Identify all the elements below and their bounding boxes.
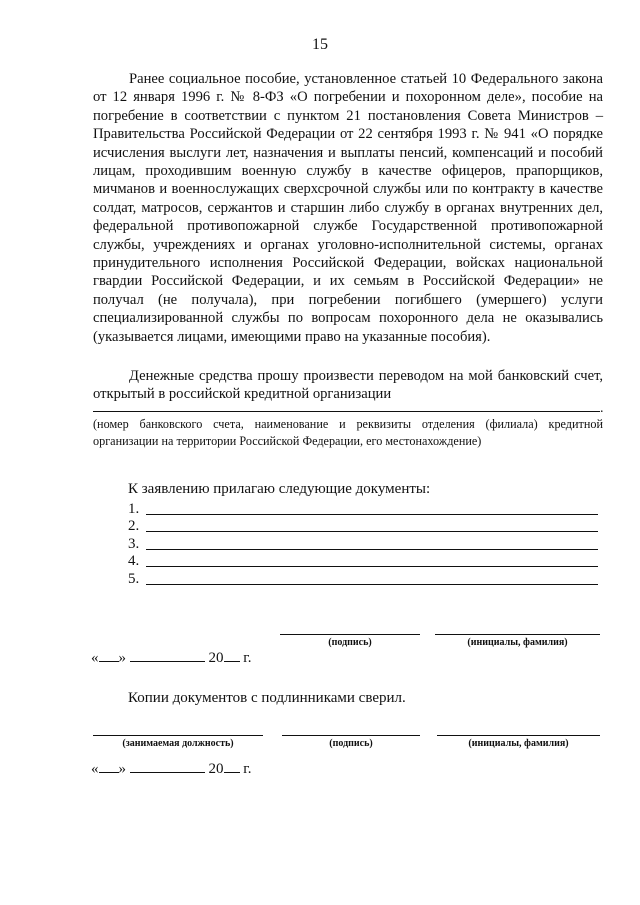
position-caption: (занимаемая должность) — [122, 738, 234, 749]
copies-verified-heading: Копии документов с подлинниками сверил. — [128, 690, 406, 706]
attachment-blank-line[interactable] — [146, 531, 598, 532]
bank-details-blank-line[interactable] — [93, 411, 600, 412]
date-century: 20 — [208, 650, 224, 666]
date-close-quote: » — [118, 761, 126, 777]
name-line[interactable] — [437, 735, 600, 736]
date-day-blank[interactable] — [99, 761, 119, 773]
name-line[interactable] — [435, 634, 600, 635]
name-caption: (инициалы, фамилия) — [468, 738, 569, 749]
benefit-paragraph: Ранее социальное пособие, установленное статьей 10 Федерального закона от 12 января 1996 г. № 8-ФЗ «О погребении и похоронном деле», пособие на погребение в соответствии с пунктом 21 постановления Совета Министров – Правительства Российской Федерации от 22 сентября 1993 г. № 941 «О порядке исчисления выслуги лет, назначения и выплаты пенсий, компенсаций и пособий лицам, проходившим военную службу в качестве офицеров, прапорщиков, мичманов и военнослужащих сверхсрочной службы или по контракту в качестве солдат, матросов, сержантов и старшин либо службу в органах внутренних дел, федеральной противопожарной службе Государственной противопожарной службы, учреждениях и органах уголовно-исполнительной системы, органах принудительного исполнения Российской Федерации, войсках национальной гвардии Российской Федерации, и их семьям в Российской Федерации» не получал (не получала), при погребении погибшего (умершего) услуги специализированной службы по вопросам похоронного дела не оказывались (указывается лицами, имеющими право на указанные пособия). — [93, 71, 603, 345]
signature-line[interactable] — [282, 735, 420, 736]
attachment-blank-line[interactable] — [146, 566, 598, 567]
date-open-quote: « — [91, 761, 99, 777]
attachment-blank-line[interactable] — [146, 584, 598, 585]
attachment-blank-line[interactable] — [146, 514, 598, 515]
date-year-suffix: г. — [243, 650, 252, 666]
position-line[interactable] — [93, 735, 263, 736]
bank-line-period: . — [600, 401, 604, 416]
attachment-item — [128, 570, 598, 588]
date-field — [91, 650, 251, 667]
signature-line[interactable] — [280, 634, 420, 635]
date-month-blank[interactable] — [130, 761, 205, 773]
attachments-list — [128, 500, 598, 588]
date-month-blank[interactable] — [130, 650, 205, 662]
attachment-item — [128, 500, 598, 518]
date-year-blank[interactable] — [224, 650, 240, 662]
signature-caption: (подпись) — [329, 738, 373, 749]
date-day-blank[interactable] — [99, 650, 119, 662]
attachment-number: 3. — [128, 535, 140, 552]
bank-details-caption: (номер банковского счета, наименование и реквизиты отделения (филиала) кредитной организации на территории Российской Федерации, его местонахождение) — [93, 417, 603, 448]
date-open-quote: « — [91, 650, 99, 666]
attachment-number: 5. — [128, 570, 140, 587]
attachments-heading: К заявлению прилагаю следующие документы: — [128, 481, 431, 497]
date-field — [91, 761, 251, 778]
attachment-number: 2. — [128, 518, 140, 534]
name-caption: (инициалы, фамилия) — [467, 637, 568, 648]
attachment-blank-line[interactable] — [146, 549, 598, 550]
date-century: 20 — [208, 761, 224, 777]
date-year-blank[interactable] — [224, 761, 240, 773]
date-close-quote: » — [118, 650, 126, 666]
attachment-number: 4. — [128, 553, 140, 569]
date-year-suffix: г. — [243, 761, 252, 777]
attachment-item — [128, 535, 598, 553]
signature-caption: (подпись) — [328, 637, 372, 648]
transfer-paragraph: Денежные средства прошу произвести переводом на мой банковский счет, открытый в российской кредитной организации — [93, 368, 603, 403]
attachment-number: 1. — [128, 500, 140, 517]
attachment-item — [128, 553, 598, 571]
page-number: 15 — [312, 36, 328, 53]
attachment-item — [128, 518, 598, 536]
